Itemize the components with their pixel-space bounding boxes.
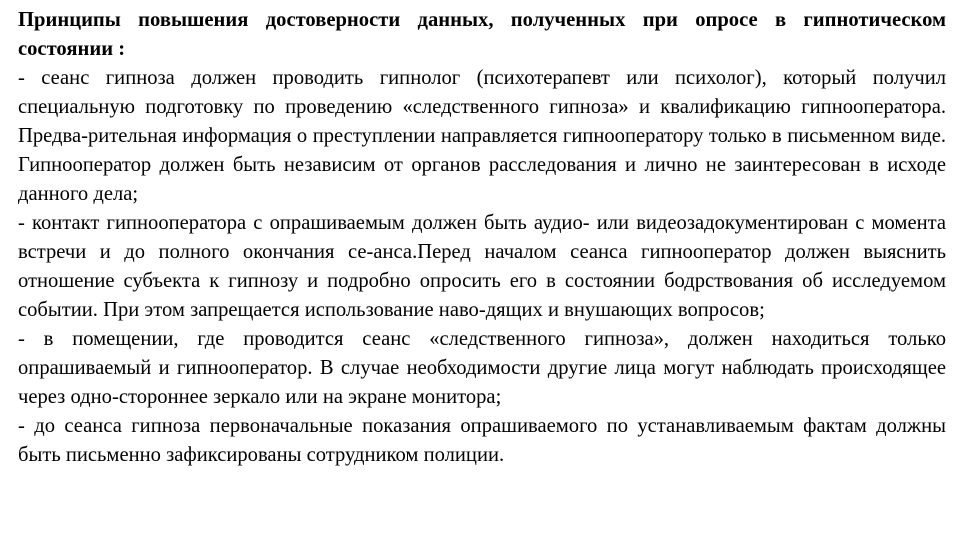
slide-text-block: [18, 6, 946, 470]
bullet-item-hypnologist: - сеанс гипноза должен проводить гипнолог (психотерапевт или психолог), который получил специальную подготовку по проведению «следственного гипноза» и квалификацию гипнооператора. Предва-рительная информация о преступлении направляется гипнооператору только в письменном виде. Гипнооператор должен быть независим от органов расследования и лично не заинтересован в исходе данного дела;: [18, 67, 946, 205]
slide-title: Принципы повышения достоверности данных, полученных при опросе в гипнотическом состоянии :: [18, 9, 946, 60]
bullet-item-recording: - контакт гипнооператора с опрашиваемым должен быть аудио- или видеозадокументирован с момента встречи и до полного окончания се-анса.Перед началом сеанса гипнооператор должен выяснить отношение субъекта к гипнозу и подробно опросить его в состоянии бодрствования об исследуемом событии. При этом запрещается использование наво-дящих и внушающих вопросов;: [18, 212, 946, 321]
bullet-item-room: - в помещении, где проводится сеанс «следственного гипноза», должен находиться только опрашиваемый и гипнооператор. В случае необходимости другие лица могут наблюдать происходящее через одно-стороннее зеркало или на экране монитора;: [18, 328, 946, 408]
bullet-item-prior-testimony: - до сеанса гипноза первоначальные показания опрашиваемого по устанавливаемым фактам должны быть письменно зафиксированы сотрудником полиции.: [18, 415, 946, 466]
